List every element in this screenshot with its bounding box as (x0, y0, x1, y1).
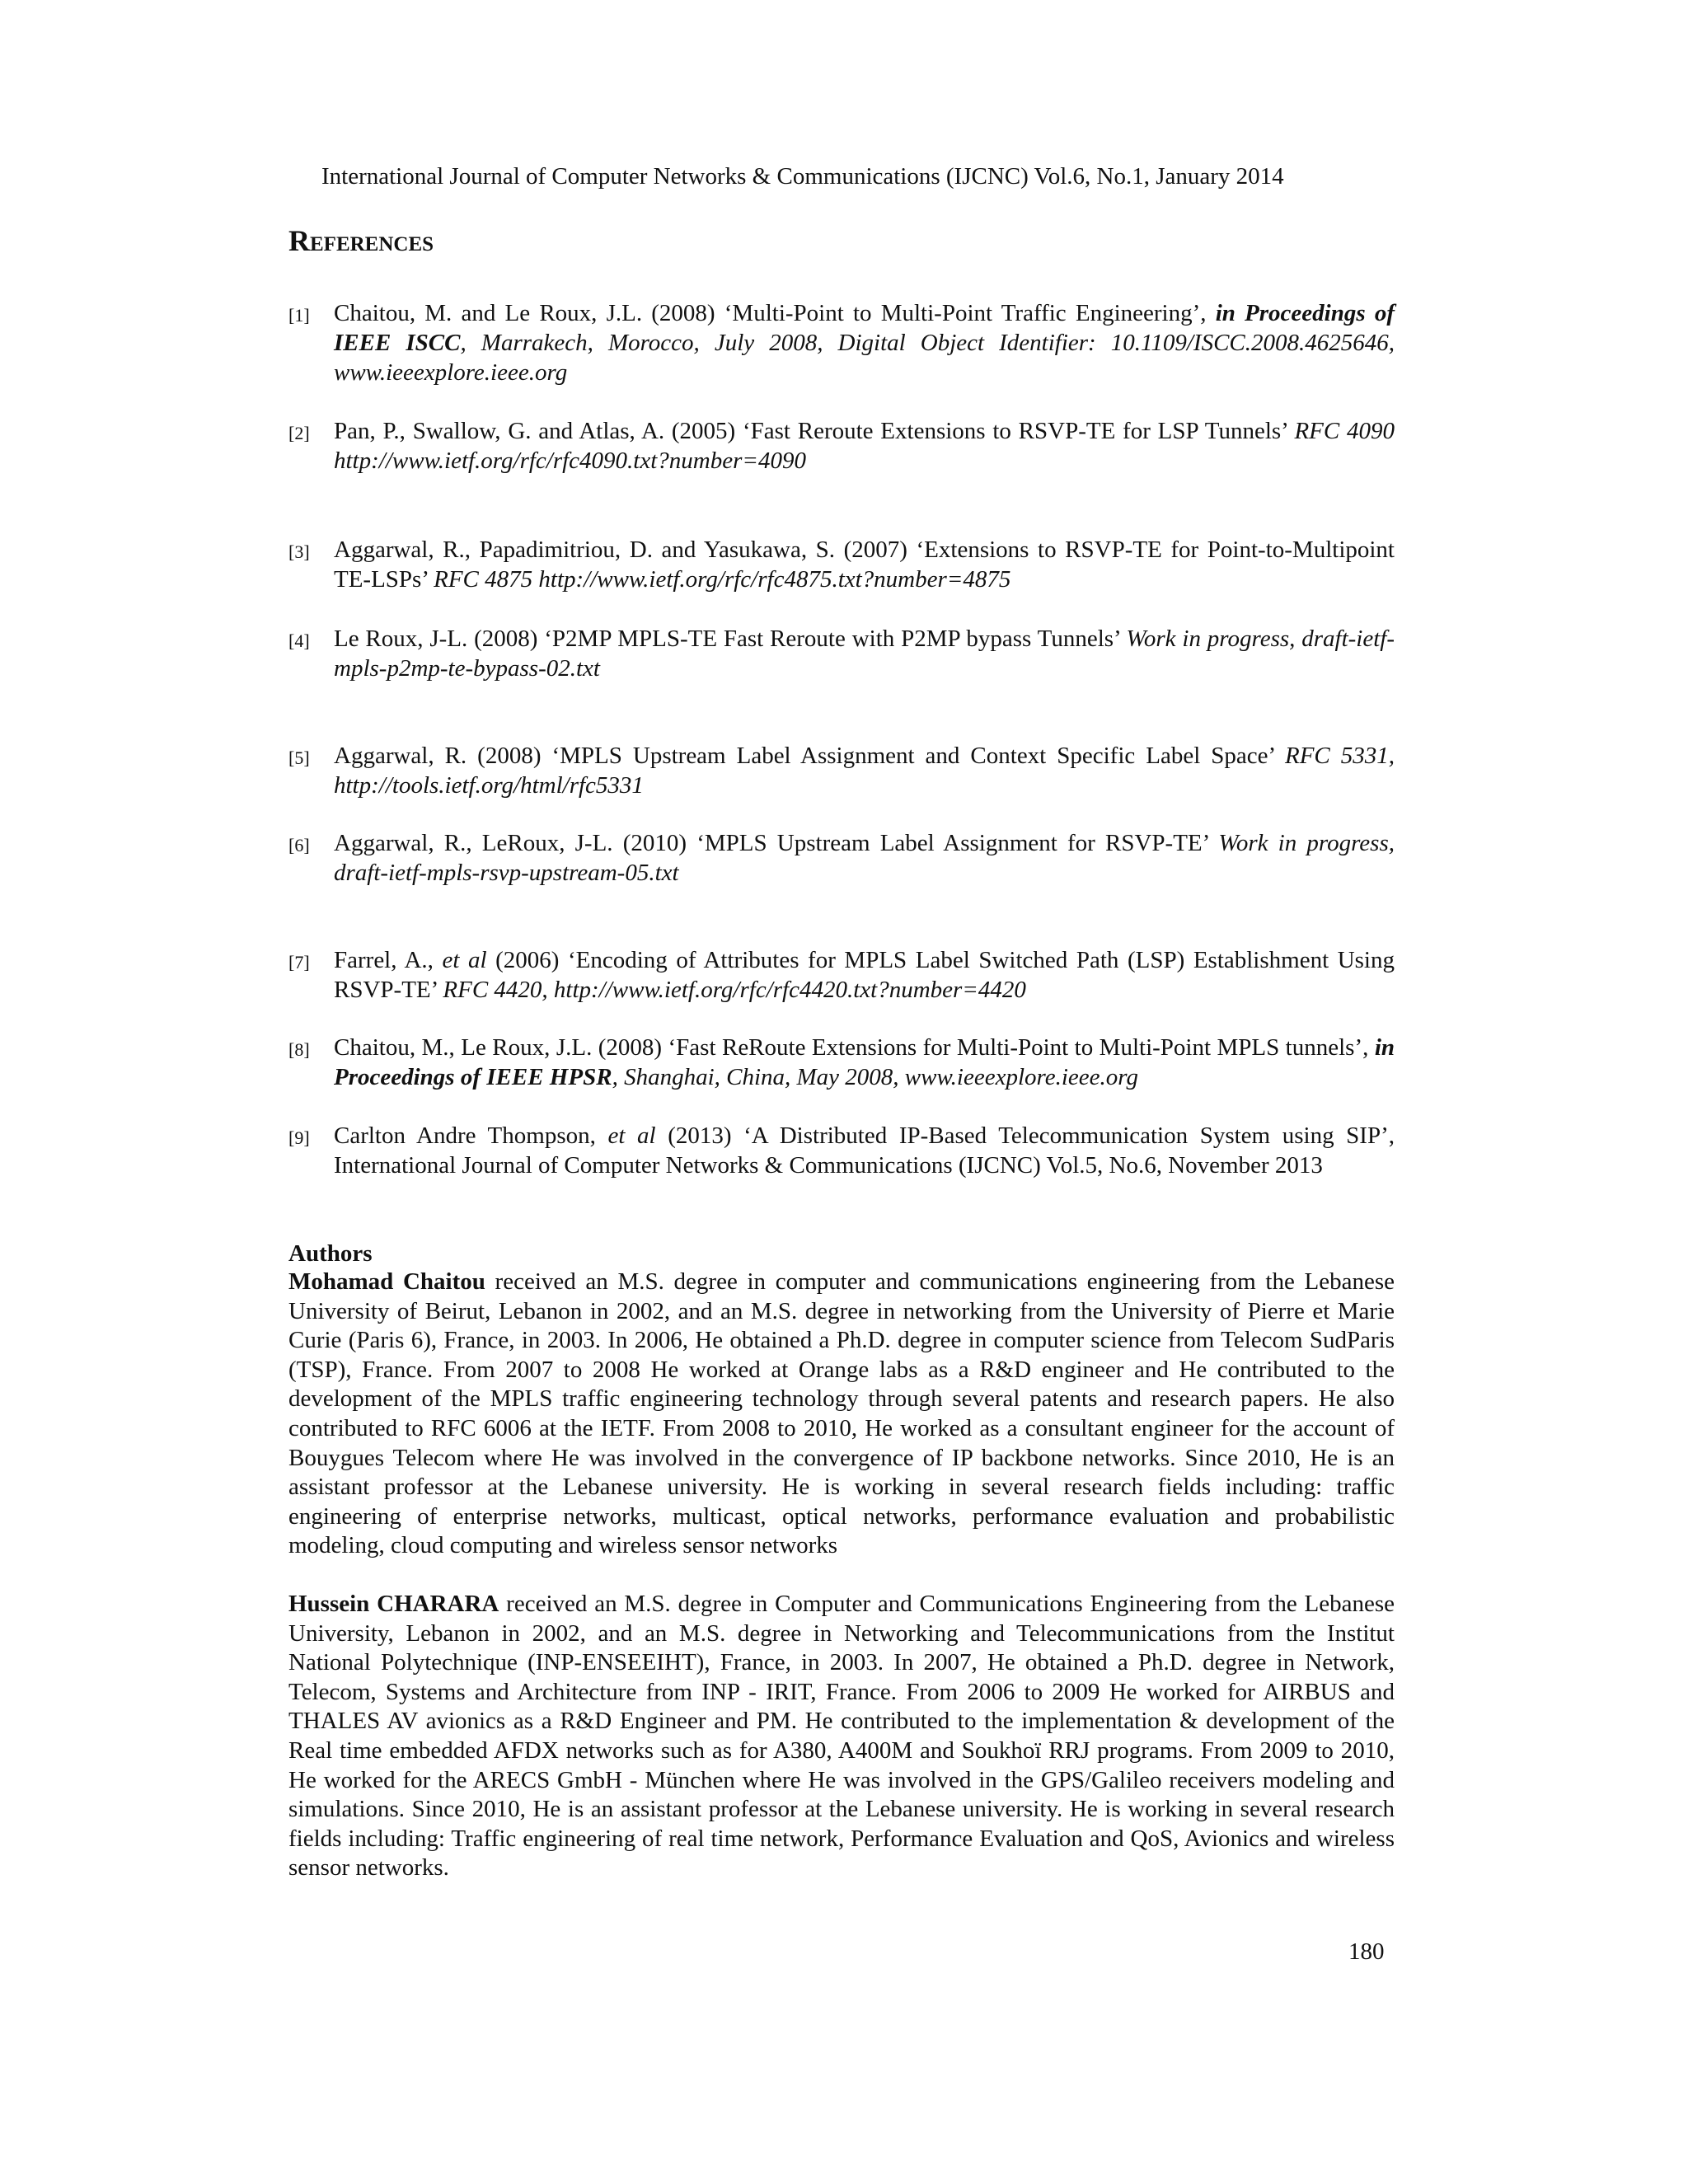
reference-details: Work in progress, draft-ietf-mpls-p2mp-te-bypass-02.txt (334, 626, 1395, 682)
author-name: Hussein CHARARA (288, 1591, 499, 1617)
reference-details: , Shanghai, China, May 2008, www.ieeexplore.ieee.org (612, 1064, 1138, 1090)
reference-authors-title: Aggarwal, R. (2008) ‘MPLS Upstream Label Assignment and Context Specific Label Space’ (334, 743, 1285, 769)
reference-et-al: et al (607, 1122, 656, 1149)
reference-text (334, 624, 1395, 683)
reference-venue: in Proceedings of IEEE HPSR (334, 1034, 1395, 1090)
reference-number: [3] (288, 541, 310, 562)
reference-text (334, 945, 1395, 1005)
reference-item (288, 1121, 1395, 1180)
reference-details: RFC 5331, http://tools.ietf.org/html/rfc5331 (334, 743, 1395, 799)
reference-title: (2006) ‘Encoding of Attributes for MPLS Label Switched Path (LSP) Establishment Using RSVP-TE’ (334, 947, 1395, 1003)
author-bio (288, 1268, 1395, 1561)
reference-authors-title: Aggarwal, R., Papadimitriou, D. and Yasukawa, S. (2007) ‘Extensions to RSVP-TE for Point-to-Multipoint TE-LSPs’ (334, 537, 1395, 593)
reference-authors-title: Chaitou, M. and Le Roux, J.L. (2008) ‘Multi-Point to Multi-Point Traffic Engineering’, (334, 300, 1216, 326)
reference-text (334, 741, 1395, 800)
reference-item (288, 741, 1395, 800)
reference-authors-title: Le Roux, J-L. (2008) ‘P2MP MPLS-TE Fast Reroute with P2MP bypass Tunnels’ (334, 626, 1127, 652)
reference-item (288, 535, 1395, 594)
reference-item (288, 298, 1395, 387)
reference-text (334, 298, 1395, 387)
reference-item (288, 828, 1395, 888)
reference-text (334, 828, 1395, 888)
reference-item (288, 1033, 1395, 1092)
reference-number: [4] (288, 630, 310, 651)
reference-number: [2] (288, 423, 310, 443)
reference-authors-title: Pan, P., Swallow, G. and Atlas, A. (2005) ‘Fast Reroute Extensions to RSVP-TE for LSP Tunnels’ (334, 418, 1295, 444)
author-bio-text: received an M.S. degree in Computer and Communications Engineering from the Lebanese University, Lebanon in 2002, and an M.S. degree in Networking and Telecommunications from the Institut National Polytechnique (INP-ENSEEIHT), France, in 2003. In 2007, He obtained a Ph.D. degree in Network, Telecom, Systems and Architecture from INP - IRIT, France. From 2006 to 2009 He worked for AIRBUS and THALES AV avionics as a R&D Engineer and PM. He contributed to the implementation & development of the Real time embedded AFDX networks such as for A380, A400M and Soukhoï RRJ programs. From 2009 to 2010, He worked for the ARECS GmbH - München where He was involved in the GPS/Galileo receivers modeling and simulations. Since 2010, He is an assistant professor at the Lebanese university. He is working in several research fields including: Traffic engineering of real time network, Performance Evaluation and QoS, Avionics and wireless sensor networks. (288, 1591, 1395, 1882)
reference-authors-title: Chaitou, M., Le Roux, J.L. (2008) ‘Fast ReRoute Extensions for Multi-Point to Multi-Point MPLS tunnels’, (334, 1034, 1375, 1061)
author-bio-text: received an M.S. degree in computer and communications engineering from the Lebanese University of Beirut, Lebanon in 2002, and an M.S. degree in networking from the University of Pierre et Marie Curie (Paris 6), France, in 2003. In 2006, He obtained a Ph.D. degree in computer science from Telecom SudParis (TSP), France. From 2007 to 2008 He worked at Orange labs as a R&D engineer and He contributed to the development of the MPLS traffic engineering technology through several patents and research papers. He also contributed to RFC 6006 at the IETF. From 2008 to 2010, He worked as a consultant engineer for the account of Bouygues Telecom where He was involved in the convergence of IP backbone networks. Since 2010, He is an assistant professor at the Lebanese university. He is working in several research fields including: traffic engineering of enterprise networks, multicast, optical networks, performance evaluation and probabilistic modeling, cloud computing and wireless sensor networks (288, 1268, 1395, 1559)
reference-item (288, 416, 1395, 476)
reference-details: (2013) ‘A Distributed IP-Based Telecommunication System using SIP’, International Journal of Computer Networks & Communications (IJCNC) Vol.5, No.6, November 2013 (334, 1122, 1395, 1179)
reference-number: [9] (288, 1127, 310, 1148)
reference-number: [1] (288, 305, 310, 326)
author-bio (288, 1590, 1395, 1883)
reference-number: [8] (288, 1039, 310, 1060)
reference-details: RFC 4090 http://www.ietf.org/rfc/rfc4090.txt?number=4090 (334, 418, 1395, 474)
reference-et-al: et al (442, 947, 487, 973)
reference-number: [5] (288, 748, 310, 768)
reference-authors: Farrel, A., (334, 947, 443, 973)
reference-authors-title: Aggarwal, R., LeRoux, J-L. (2010) ‘MPLS Upstream Label Assignment for RSVP-TE’ (334, 830, 1219, 856)
reference-number: [7] (288, 952, 310, 972)
reference-text (334, 535, 1395, 594)
reference-item (288, 945, 1395, 1005)
reference-text (334, 416, 1395, 476)
reference-number: [6] (288, 835, 310, 855)
reference-venue: in Proceedings of IEEE ISCC (334, 300, 1395, 356)
reference-details: RFC 4420, http://www.ietf.org/rfc/rfc4420.txt?number=4420 (443, 977, 1026, 1003)
reference-text (334, 1121, 1395, 1180)
running-header: International Journal of Computer Networks & Communications (IJCNC) Vol.6, No.1, January 2014 (321, 163, 1284, 190)
reference-item (288, 624, 1395, 683)
references-heading: References (288, 224, 434, 257)
reference-text (334, 1033, 1395, 1092)
reference-details: RFC 4875 http://www.ietf.org/rfc/rfc4875.txt?number=4875 (434, 566, 1011, 593)
page-number: 180 (1348, 1938, 1385, 1965)
reference-authors: Carlton Andre Thompson, (334, 1122, 608, 1149)
author-name: Mohamad Chaitou (288, 1268, 485, 1295)
reference-details: , Marrakech, Morocco, July 2008, Digital Object Identifier: 10.1109/ISCC.2008.4625646, www.ieeexplore.ieee.org (334, 330, 1395, 386)
reference-details: Work in progress, draft-ietf-mpls-rsvp-upstream-05.txt (334, 830, 1395, 886)
authors-heading: Authors (288, 1240, 373, 1267)
